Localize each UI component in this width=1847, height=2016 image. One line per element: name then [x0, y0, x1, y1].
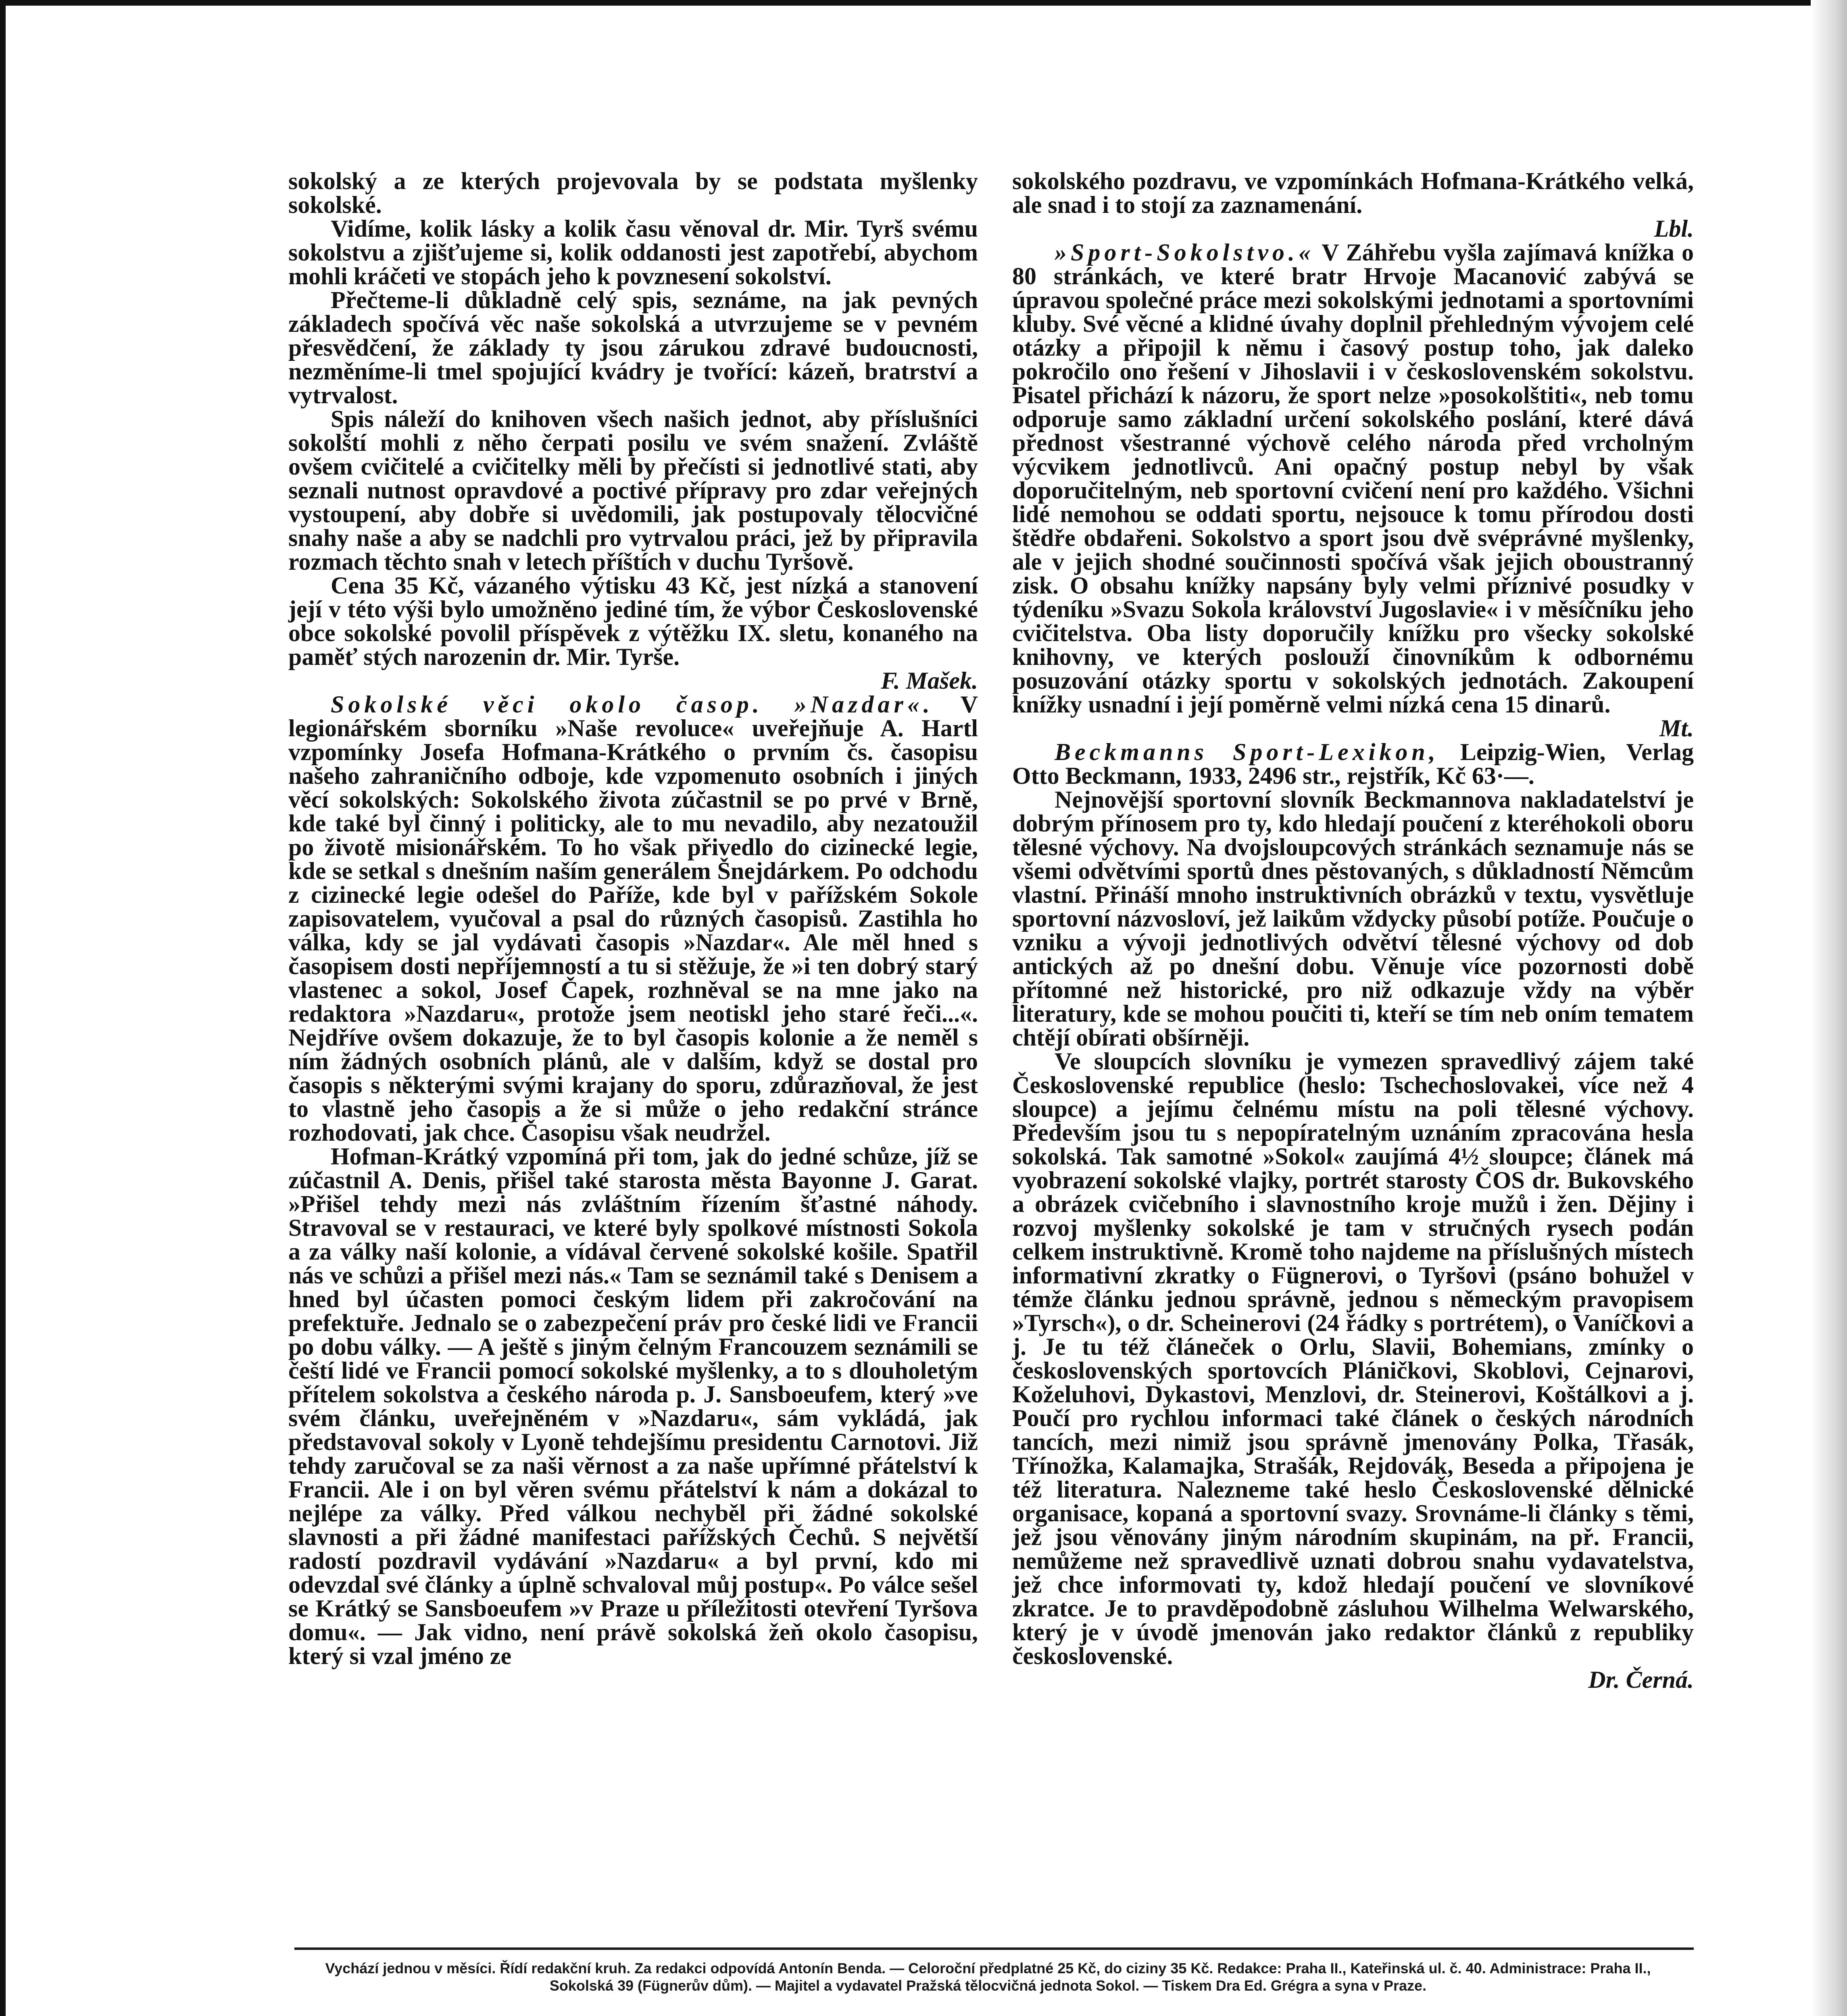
paragraph: Nejnovější sportovní slovník Beckmannova nakladatelství je dobrým přínosem pro ty, kdo hledají poučení z kteréhokoli oboru tělesné výchovy. Na dvojsloupcových stránkách seznamuje nás se všemi odvětvími sportů dnes pěstovaných, s důkladností Němcům vlastní. Přináší mnoho instruktivních obrázků v textu, vysvětluje sportovní názvosloví, jež laikům vždycky působí potíže. Poučuje o vzniku a vývoji jednotlivých odvětví tělesné výchovy od dob antických až po dnešní dobu. Věnuje více pozornosti době přítomné než historické, pro niž odkazuje vždy na výběr literatury, kde se mohou poučiti ti, kteří se tím neb oním tematem chtějí obírati obšírněji.	[1012, 786, 1694, 1051]
article-continuation: sokolský a ze kterých projevovala by se podstata myšlenky sokolské.	[288, 168, 978, 218]
article-paragraph	[1012, 241, 1694, 716]
imprint-footer: Vychází jednou v měsíci. Řídí redakční kruh. Za redakci odpovídá Antonín Benda. — Celoroční předplatné 25 Kč, do ciziny 35 Kč. Redakce: Praha II., Kateřinská ul. č. 40. Administrace: Praha II., Sokolská 39 (Fügnerův dům). — Majitel a vydavatel Pražská tělocvičná jednota Sokol. — Tiskem Dra Ed. Grégra a syna v Praze.	[325, 1960, 1651, 1994]
article-paragraph	[288, 693, 978, 1145]
right-column	[1012, 169, 1694, 1692]
scan-shadow-right	[1811, 0, 1847, 2016]
article-heading: Sokolské věci okolo časop. »Nazdar«.	[331, 691, 934, 718]
article-continuation: sokolského pozdravu, ve vzpomínkách Hofmana-Krátkého velká, ale snad i to stojí za zaznamenání.	[1012, 168, 1694, 218]
paragraph: Cena 35 Kč, vázaného výtisku 43 Kč, jest nízká a stanovení její v této výši bylo umožněno jediné tím, že výbor Československé obce sokolské povolil příspěvek z výtěžku IX. sletu, konaného na paměť stých narozenin dr. Mir. Tyrše.	[288, 572, 978, 670]
paragraph: Hofman-Krátký vzpomíná při tom, jak do jedné schůze, jíž se zúčastnil A. Denis, přišel také starosta města Bayonne J. Garat. »Přišel tehdy mezi nás zvláštním řízením šťastné náhody. Stravoval se v restauraci, ve které byly spolkové místnosti Sokola a za války naší kolonie, a vídával červené sokolské košile. Spatřil nás ve schůzi a přišel mezi nás.« Tam se seznámil také s Denisem a hned byl účasten pomoci českým lidem při zakročování na prefektuře. Jednalo se o zabezpečení práv pro české lidi ve Francii po dobu války. — A ještě s jiným čelným Francouzem seznámili se čeští lidé ve Francii pomocí sokolské myšlenky, a to s dlouholetým přítelem sokolstva a českého národa p. J. Sansboeufem, který »ve svém článku, uveřejněném v »Nazdaru«, sám vykládá, jak představoval sokoly v Lyoně tehdejšímu presidentu Carnotovi. Již tehdy zaručoval se za naši věrnost a za naše upřímné přátelství k Francii. Ale i on byl věren svému přátelství k nám a dokázal to nejlépe za války. Před válkou nechyběl při žádné sokolské slavnosti a při žádné manifestaci pařížských Čechů. S největší radostí pozdravil vydávání »Nazdaru« a byl první, kdo mi odevzdal své články a úplně schvaloval můj postup«. Po válce sešel se Krátký se Sansboeufem »v Praze u příležitosti otevření Tyršova domu«. — Jak vidno, není právě sokolská žeň okolo časopisu, který si vzal jméno ze	[288, 1143, 978, 1669]
article-heading: Beckmanns Sport-Lexikon,	[1055, 739, 1439, 765]
article-body: Leipzig-Wien, Verlag Otto Beckmann, 1933, 2496 str., rejstřík, Kč 63·—.	[1012, 739, 1694, 789]
article-paragraph	[1012, 740, 1694, 788]
author-signature: Lbl.	[1654, 215, 1694, 242]
footer-divider	[294, 1947, 1694, 1950]
paragraph: Ve sloupcích slovníku je vymezen spravedlivý zájem také Československé republice (heslo: Tschechoslovakei, více než 4 sloupce) a jejímu čelnému místu na poli tělesné výchovy. Především jsou tu s nepopíratelným uznáním zpracována hesla sokolská. Tak samotné »Sokol« zaujímá 4½ sloupce; článek má vyobrazení sokolské vlajky, portrét starosty ČOS dr. Bukovského a obrázek cvičebního i slavnostního kroje mužů i žen. Dějiny i rozvoj myšlenky sokolské je tam v stručných rysech podán celkem instruktivně. Kromě toho najdeme na příslušných místech informativní zkratky o Fügnerovi, o Tyršovi (psáno bohužel v témže článku jednou správně, jednou s německým pravopisem »Tyrsch«), o dr. Scheinerovi (24 řádky s portrétem), o Vaníčkovi a j. Je tu též článeček o Orlu, Slavii, Bohemians, zmínky o československých sportovcích Pláničkovi, Skoblovi, Cejnarovi, Koželuhovi, Dykastovi, Menzlovi, dr. Steinerovi, Koštálkovi a j. Poučí pro rychlou informaci také článek o českých národních tancích, mezi nimiž jsou správně jmenovány Polka, Třasák, Třínožka, Kalamajka, Strašák, Rejdovák, Beseda a připojena je též literatura. Nalezneme také heslo Československé dělnické organisace, kopaná a sportovní svazy. Srovnáme-li články s těmi, jež jsou věnovány jiným národním skupinám, na př. Francii, nemůžeme než spravedlivě uznati dobrou snahu vydavatelstva, jež chce informovati ty, kdož hledají poučení ve slovníkové zkratce. Je to pravděpodobně zásluhou Wilhelma Welwarského, který je v úvodě jmenován jako redaktor článků z republiky československé.	[1012, 1048, 1694, 1669]
article-body: V Záhřebu vyšla zajímavá knížka o 80 stránkách, ve které bratr Hrvoje Macanović zabývá se úpravou společné práce mezi sokolskými jednotami a sportovními kluby. Své věcné a klidné úvahy doplnil přehledným vývojem celé otázky a připojil k němu i časový postup toho, jak daleko pokročilo ono řešení v Jihoslavii i v československém sokolstvu. Pisatel přichází k názoru, že sport nelze »posokolštiti«, neb tomu odporuje samo základní určení sokolského poslání, které dává přednost všestranné výchově celého národa před vrcholným výcvikem jednotlivců. Ani opačný postup nebyl by však doporučitelným, neb sportovní cvičení není pro každého. Všichni lidé nemohou se oddati sportu, nejsouce k tomu přírodou dosti štědře obdařeni. Sokolstvo a sport jsou dvě svéprávné myšlenky, ale v jejich shodné součinnosti spočívá však jejich oboustranný zisk. O obsahu knížky napsány byly velmi příznivé posudky v týdeníku »Svazu Sokola království Jugoslavie« i v měsíčníku jeho cvičitelstva. Oba listy doporučily knížku pro všecky sokolské knihovny, ve kterých poslouží činovníkům k odbornému posuzování otázky sportu v sokolských jednotách. Zakoupení knížky usnadní i její poměrně velmi nízká cena 15 dinarů.	[1012, 239, 1694, 718]
paragraph: Vidíme, kolik lásky a kolik času věnoval dr. Mir. Tyrš svému sokolstvu a zjišťujeme si, kolik oddanosti jest zapotřebí, abychom mohli kráčeti ve stopách jeho k povznesení sokolství.	[288, 215, 978, 289]
article-heading: »Sport-Sokolstvo.«	[1055, 239, 1315, 266]
paragraph: Přečteme-li důkladně celý spis, seznáme, na jak pevných základech spočívá věc naše sokolská a utvrzujeme se v pevném přesvědčení, že základy ty jsou zárukou zdravé budoucnosti, nezměníme-li tmel spojující kvádry je tvořící: kázeň, bratrství a vytrvalost.	[288, 287, 978, 408]
article-body: V legionářském sborníku »Naše revoluce« uveřejňuje A. Hartl vzpomínky Josefa Hofmana-Krátkého o prvním čs. časopisu našeho zahraničního odboje, kde vzpomenuto osobních i jiných věcí sokolských: Sokolského života zúčastnil se po prvé v Brně, kde také byl činný i politicky, ale to mu nevadilo, aby nezatoužil po životě misionářském. To ho však přivedlo do cizinecké legie, kde se setkal s dnešním naším generálem Šnejdárkem. Po odchodu z cizinecké legie odešel do Paříže, kde byl v pařížském Sokole zapisovatelem, vyučoval a psal do různých časopisů. Zastihla ho válka, kdy se jal vydávati časopis »Nazdar«. Ale měl hned s časopisem dosti nepříjemností a tu si stěžuje, že »i ten dobrý starý vlastenec a sokol, Josef Čapek, rozhněval se na mne jako na redaktora »Nazdaru«, protože jsem neotiskl jeho staré řeči...«. Nejdříve ovšem dokazuje, že to byl časopis kolonie a že neměl s ním žádných osobních plánů, ale v dalším, když se dostal pro časopis s některými svými krajany do sporu, zdůrazňoval, že jest to vlastně jeho časopis a že si může o jeho redakční stránce rozhodovati, jak chce. Časopisu však neudržel.	[288, 691, 978, 1146]
paragraph: Spis náleží do knihoven všech našich jednot, aby příslušníci sokolští mohli z něho čerpati posilu ve svém snažení. Zvláště ovšem cvičitelé a cvičitelky měli by přečísti si jednotlivé stati, aby seznali nutnost opravdové a poctivé přípravy pro zdar veřejných vystoupení, aby dobře si uvědomili, jak postupovaly tělocvičné snahy naše a aby se nadchli pro vytrvalou práci, jež by připravila rozmach těchto snah v letech příštích v duchu Tyršově.	[288, 406, 978, 575]
left-column	[288, 169, 978, 1668]
author-signature: F. Mašek.	[881, 667, 978, 694]
author-signature: Dr. Černá.	[1588, 1666, 1694, 1693]
author-signature: Mt.	[1659, 715, 1694, 741]
